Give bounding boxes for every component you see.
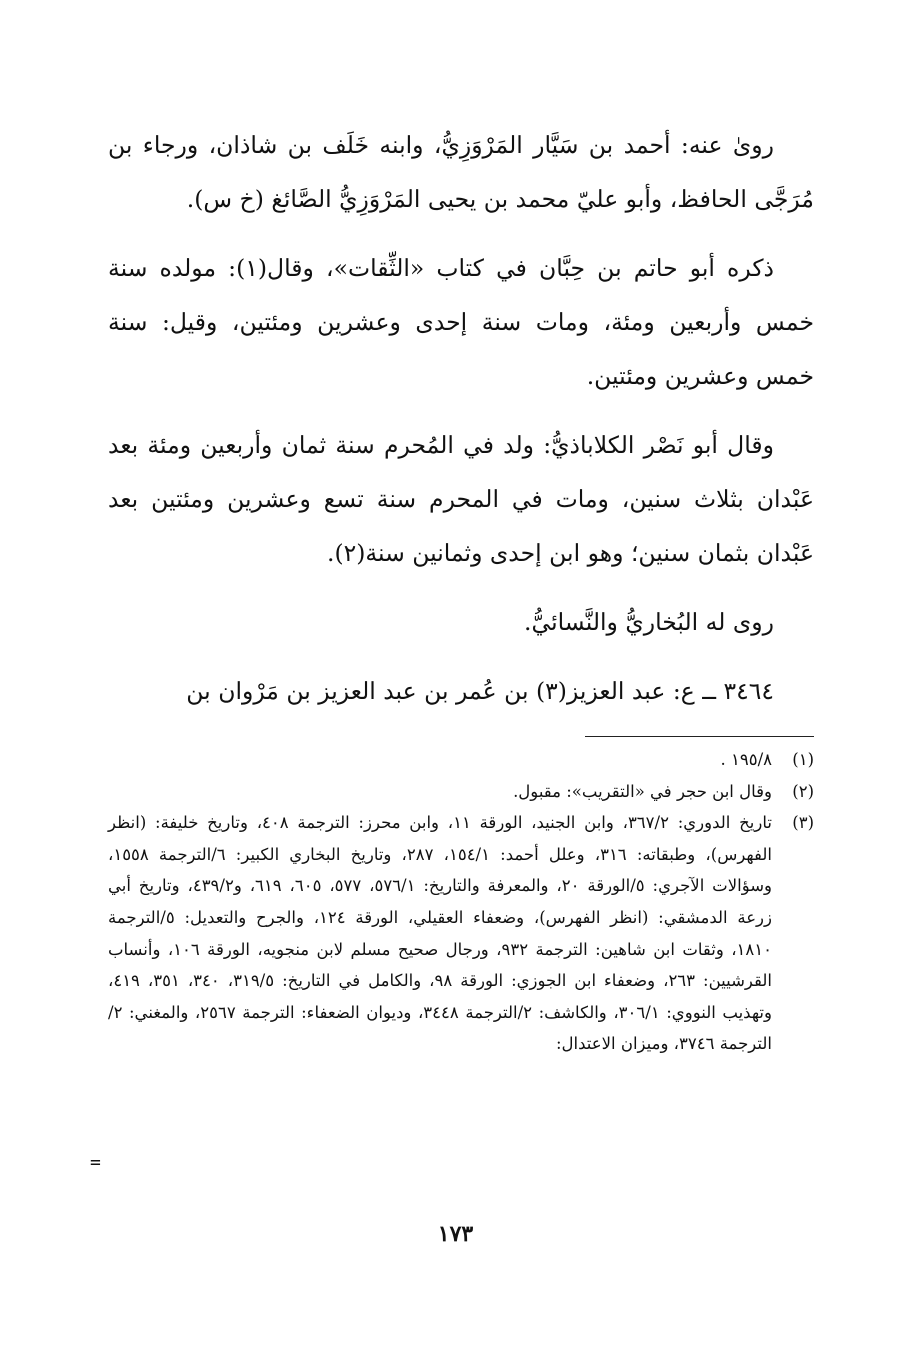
continuation-mark: =	[90, 1152, 101, 1173]
paragraph-narrated-by: روى له البُخاريُّ والنَّسائيُّ.	[524, 608, 774, 636]
paragraph-kalabadhi: وقال أبو نَصْر الكلاباذيُّ: ولد في المُحرم سنة ثمان وأربعين ومئة بعد عَبْدان بثلاث سنين، ومات في المحرم سنة تسع وعشرين ومئتين بعد عَبْدان بثمان سنين؛ وهو ابن إحدى وثمانين سنة(٢).	[108, 431, 814, 567]
footnote-3	[108, 807, 814, 1060]
paragraph-narrators: رویٰ عنه: أحمد بن سَيَّار المَرْوَزِيُّ، وابنه خَلَف بن شاذان، ورجاء بن مُرَجَّى الحافظ، وأبو عليّ محمد بن يحيى المَرْوَزِيُّ الصَّائغ (خ س).	[108, 131, 814, 213]
entry-heading: ٣٤٦٤ ــ ع: عبد العزيز(٣) بن عُمر بن عبد العزيز بن مَرْوان بن	[186, 677, 774, 705]
footnote-number: (١)	[792, 750, 814, 769]
footnote-text: تاريخ الدوري: ٣٦٧/٢، وابن الجنيد، الورقة ١١، وابن محرز: الترجمة ٤٠٨، وتاريخ خليفة: (انظر الفهرس)، وطبقاته: ٣١٦، وعلل أحمد: ١٥٤/١، ٢٨٧، وتاريخ البخاري الكبير: ٦/الترجمة ١٥٥٨، وسؤالات الآجري: ٥/الورقة ٢٠، والمعرفة والتاريخ: ٥٧٦/١، ٥٧٧، ٦٠٥، ٦١٩، و٤٣٩/٢، وتاريخ أبي زرعة الدمشقي: (انظر الفهرس)، وضعفاء العقيلي، الورقة ١٢٤، والجرح والتعديل: ٥/الترجمة ١٨١٠، وثقات ابن شاهين: الترجمة ٩٣٢، ورجال صحيح مسلم لابن منجويه، الورقة ١٠٦، وأنساب القرشيين: ٢٦٣، وضعفاء ابن الجوزي: الورقة ٩٨، والكامل في التاريخ: ٣١٩/٥، ٣٤٠، ٣٥١، ٤١٩، وتهذيب النووي: ٣٠٦/١، والكاشف: ٢/الترجمة ٣٤٤٨، وديوان الضعفاء: الترجمة ٢٥٦٧، والمغني: ٢/الترجمة ٣٧٤٦، وميزان الاعتدال:	[108, 813, 773, 1054]
paragraph-ibn-hibban: ذكره أبو حاتم بن حِبَّان في كتاب «الثِّقات»، وقال(١): مولده سنة خمس وأربعين ومئة، ومات سنة إحدى وعشرين ومئتين، وقيل: سنة خمس وعشرين ومئتين.	[108, 254, 814, 390]
footnote-number: (٢)	[792, 781, 814, 801]
footnote-text: ١٩٥/٨ .	[720, 750, 772, 769]
footnote-number: (٣)	[792, 813, 814, 833]
footnote-separator	[585, 736, 814, 737]
footnote-text: وقال ابن حجر في «التقريب»: مقبول.	[513, 781, 772, 801]
footnotes	[108, 744, 814, 1060]
footnote-1	[108, 744, 814, 776]
footnote-2	[108, 776, 814, 808]
main-text	[108, 118, 814, 733]
page-number: ١٧٣	[437, 1221, 474, 1247]
